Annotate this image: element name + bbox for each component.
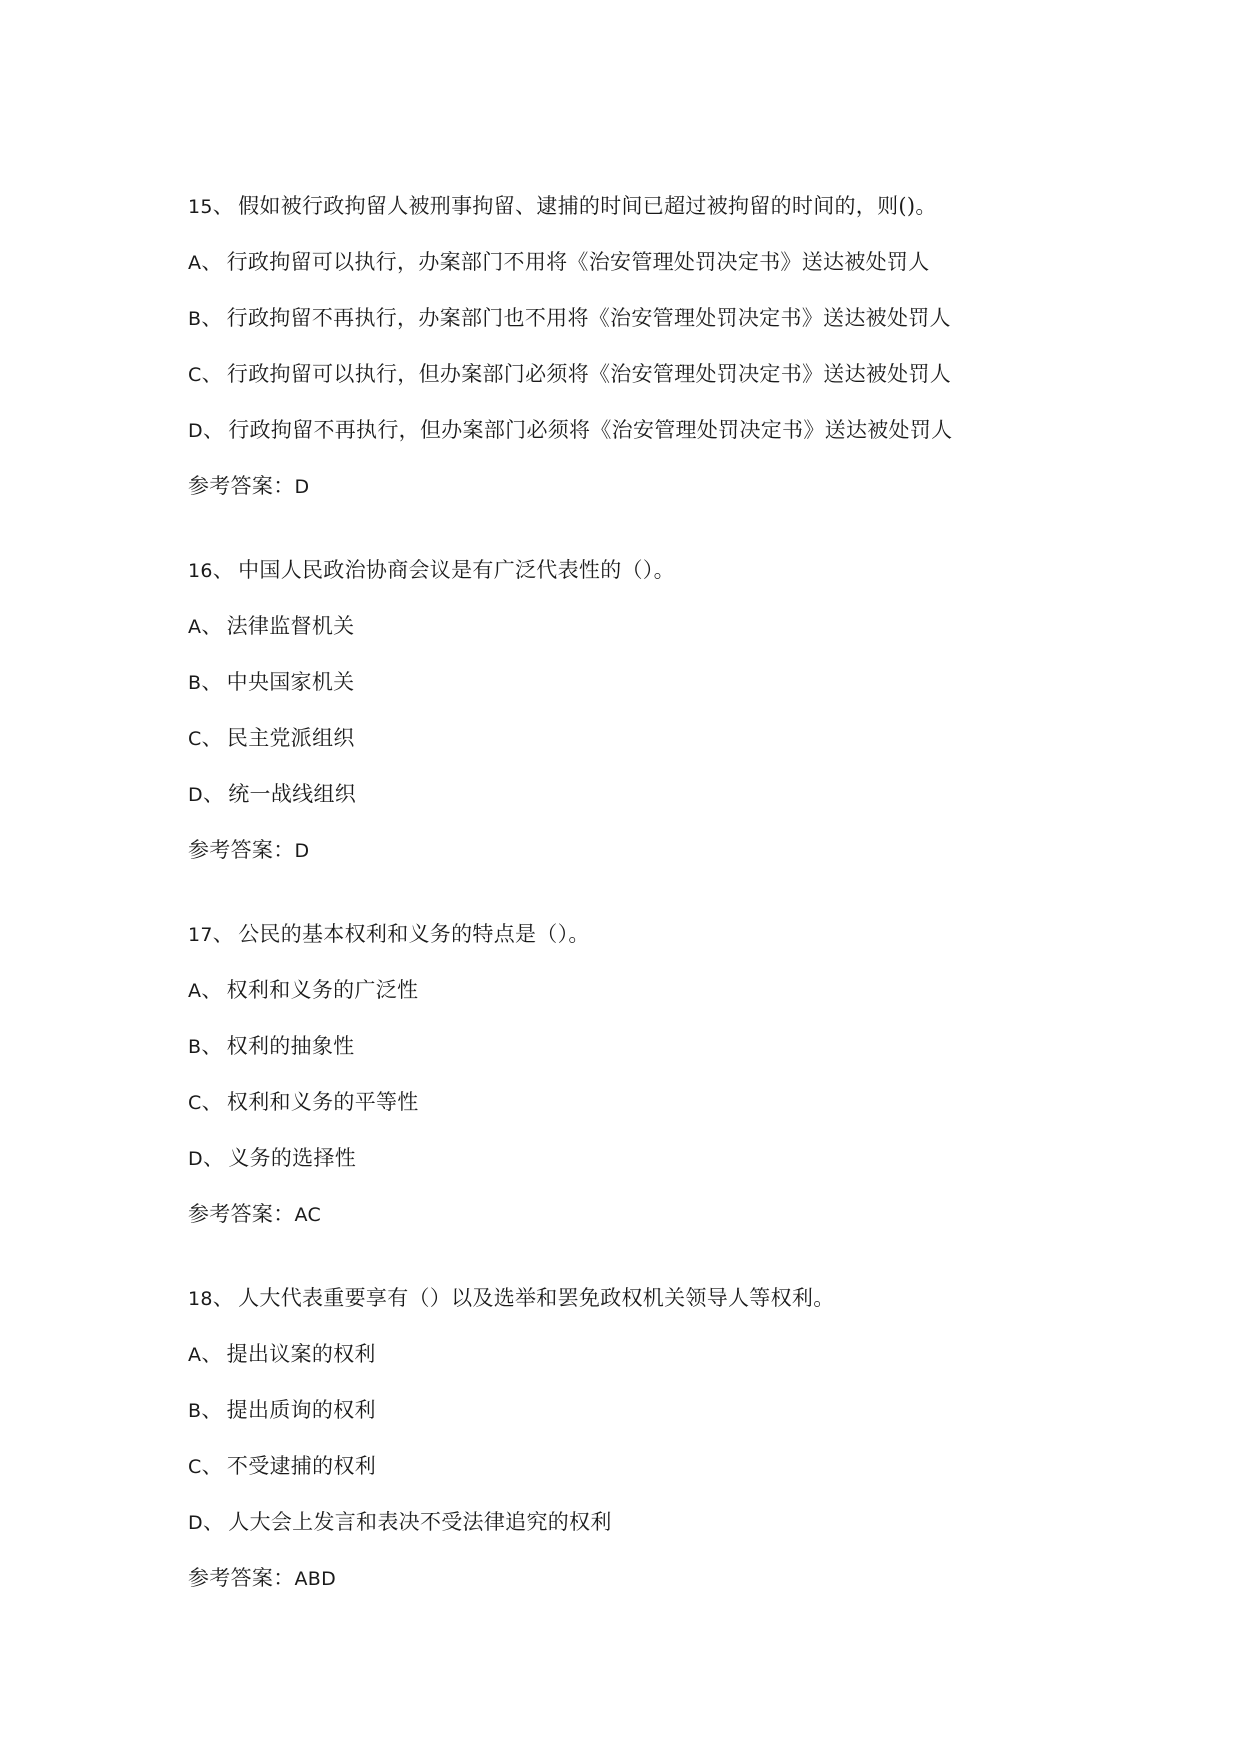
answer-value: D — [294, 476, 310, 498]
option-letter: B — [188, 1036, 202, 1058]
option-b — [188, 1396, 1188, 1424]
answer-value: D — [294, 840, 310, 862]
question-stem — [188, 192, 1188, 220]
option-letter: A — [188, 616, 202, 638]
option-text: 法律监督机关 — [226, 614, 355, 638]
option-d — [188, 416, 1188, 444]
question-stem — [188, 920, 1188, 948]
option-separator: 、 — [202, 418, 225, 442]
option-text: 权利的抽象性 — [226, 1034, 355, 1058]
option-a — [188, 976, 1188, 1004]
question-16 — [188, 556, 1188, 864]
question-number: 15 — [188, 196, 213, 218]
option-text: 行政拘留可以执行，办案部门不用将《治安管理处罚决定书》送达被处罚人 — [226, 250, 930, 274]
question-list — [188, 192, 1188, 1592]
option-text: 义务的选择性 — [228, 1146, 357, 1170]
option-d — [188, 780, 1188, 808]
option-d — [188, 1508, 1188, 1536]
option-separator: 、 — [201, 726, 223, 750]
option-separator: 、 — [201, 1090, 223, 1114]
option-letter: C — [188, 364, 202, 386]
option-separator: 、 — [202, 1510, 225, 1534]
option-separator: 、 — [201, 1342, 223, 1366]
option-separator: 、 — [201, 362, 223, 386]
option-letter: A — [188, 980, 202, 1002]
option-letter: C — [188, 1092, 202, 1114]
option-separator: 、 — [201, 1398, 223, 1422]
option-c — [188, 1452, 1188, 1480]
option-text: 提出议案的权利 — [226, 1342, 376, 1366]
option-letter: B — [188, 1400, 202, 1422]
option-a — [188, 248, 1188, 276]
answer-label: 参考答案： — [188, 474, 295, 498]
option-text: 民主党派组织 — [226, 726, 355, 750]
option-letter: D — [188, 784, 203, 806]
question-separator: 、 — [212, 558, 235, 582]
option-a — [188, 1340, 1188, 1368]
answer-label: 参考答案： — [188, 838, 295, 862]
option-text: 权利和义务的广泛性 — [226, 978, 419, 1002]
question-stem — [188, 1284, 1188, 1312]
option-letter: C — [188, 728, 202, 750]
option-separator: 、 — [201, 670, 223, 694]
question-number: 18 — [188, 1288, 213, 1310]
option-text: 行政拘留可以执行，但办案部门必须将《治安管理处罚决定书》送达被处罚人 — [226, 362, 952, 386]
answer-label: 参考答案： — [188, 1202, 295, 1226]
option-letter: A — [188, 252, 202, 274]
question-17 — [188, 920, 1188, 1228]
option-c — [188, 724, 1188, 752]
option-d — [188, 1144, 1188, 1172]
option-text: 提出质询的权利 — [226, 1398, 376, 1422]
option-text: 行政拘留不再执行，但办案部门必须将《治安管理处罚决定书》送达被处罚人 — [228, 418, 953, 442]
option-text: 中央国家机关 — [226, 670, 355, 694]
option-letter: B — [188, 308, 202, 330]
option-b — [188, 668, 1188, 696]
question-text: 公民的基本权利和义务的特点是（）。 — [238, 922, 590, 946]
option-text: 人大会上发言和表决不受法律追究的权利 — [228, 1510, 612, 1534]
option-b — [188, 1032, 1188, 1060]
option-a — [188, 612, 1188, 640]
question-15 — [188, 192, 1188, 500]
answer-line — [188, 1564, 1188, 1592]
option-separator: 、 — [201, 614, 223, 638]
option-separator: 、 — [201, 978, 223, 1002]
question-separator: 、 — [212, 1286, 235, 1310]
question-number: 17 — [188, 924, 213, 946]
question-separator: 、 — [212, 194, 235, 218]
option-letter: D — [188, 1512, 203, 1534]
option-b — [188, 304, 1188, 332]
option-c — [188, 1088, 1188, 1116]
option-separator: 、 — [201, 1034, 223, 1058]
option-c — [188, 360, 1188, 388]
option-letter: B — [188, 672, 202, 694]
question-text: 假如被行政拘留人被刑事拘留、逮捕的时间已超过被拘留的时间的，则()。 — [238, 194, 937, 218]
question-number: 16 — [188, 560, 213, 582]
answer-label: 参考答案： — [188, 1566, 295, 1590]
question-18 — [188, 1284, 1188, 1592]
option-separator: 、 — [202, 1146, 225, 1170]
answer-value: ABD — [294, 1568, 337, 1590]
option-separator: 、 — [201, 1454, 223, 1478]
question-stem — [188, 556, 1188, 584]
option-letter: A — [188, 1344, 202, 1366]
answer-line — [188, 836, 1188, 864]
option-text: 行政拘留不再执行，办案部门也不用将《治安管理处罚决定书》送达被处罚人 — [226, 306, 951, 330]
question-text: 人大代表重要享有（）以及选举和罢免政权机关领导人等权利。 — [238, 1286, 835, 1310]
option-separator: 、 — [201, 306, 223, 330]
option-letter: D — [188, 1148, 203, 1170]
option-text: 不受逮捕的权利 — [226, 1454, 376, 1478]
option-text: 权利和义务的平等性 — [226, 1090, 419, 1114]
question-separator: 、 — [212, 922, 235, 946]
option-separator: 、 — [202, 782, 225, 806]
option-separator: 、 — [201, 250, 223, 274]
answer-line — [188, 1200, 1188, 1228]
option-text: 统一战线组织 — [228, 782, 357, 806]
question-text: 中国人民政治协商会议是有广泛代表性的（）。 — [238, 558, 675, 582]
option-letter: D — [188, 420, 203, 442]
option-letter: C — [188, 1456, 202, 1478]
answer-value: AC — [294, 1204, 322, 1226]
answer-line — [188, 472, 1188, 500]
